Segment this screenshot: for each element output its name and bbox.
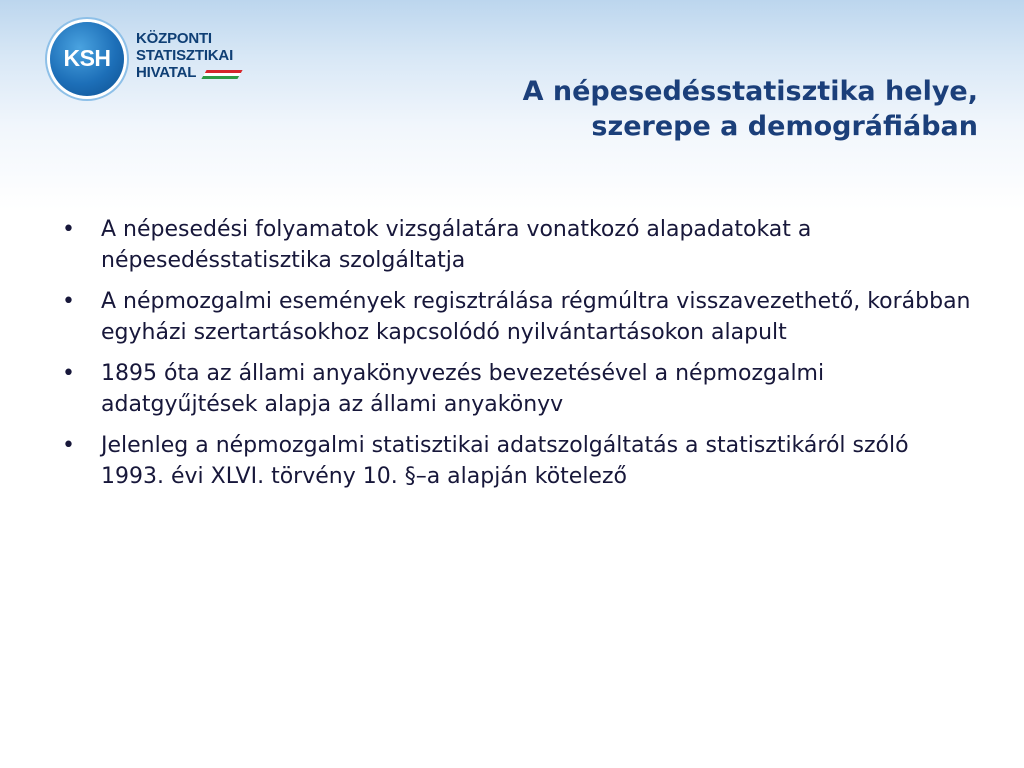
bullet-item: [62, 286, 972, 348]
bullet-list: [62, 214, 972, 502]
bullet-item: [62, 430, 972, 492]
slide-title: [378, 74, 978, 144]
hungarian-flag-stripe: [201, 70, 242, 79]
slide-title-line-1: A népesedésstatisztika helye,: [522, 76, 978, 107]
bullet-dot-icon: •: [62, 289, 75, 314]
slide-title-line-2: szerepe a demográfiában: [591, 111, 978, 142]
bullet-item: [62, 214, 972, 276]
bullet-text: 1895 óta az állami anyakönyvezés bevezetésével a népmozgalmi adatgyűjtések alapja az állami anyakönyv: [101, 361, 825, 417]
bullet-item: [62, 358, 972, 420]
bullet-text: A népmozgalmi események regisztrálása régmúltra visszavezethető, korábban egyházi szertartásokhoz kapcsolódó nyilvántartásokon alapult: [101, 289, 971, 345]
ksh-logo: [50, 22, 250, 96]
ksh-logo-abbr: KSH: [63, 45, 111, 71]
bullet-dot-icon: •: [62, 217, 75, 242]
logo-line-1: KÖZPONTI: [136, 30, 212, 47]
bullet-text: A népesedési folyamatok vizsgálatára vonatkozó alapadatokat a népesedésstatisztika szolgáltatja: [101, 217, 812, 273]
bullet-text: Jelenleg a népmozgalmi statisztikai adatszolgáltatás a statisztikáról szóló 1993. évi XLVI. törvény 10. §–a alapján kötelező: [101, 433, 909, 489]
logo-line-3: HIVATAL: [136, 64, 197, 81]
bullet-dot-icon: •: [62, 361, 75, 386]
bullet-dot-icon: •: [62, 433, 75, 458]
logo-line-2: STATISZTIKAI: [136, 47, 234, 64]
